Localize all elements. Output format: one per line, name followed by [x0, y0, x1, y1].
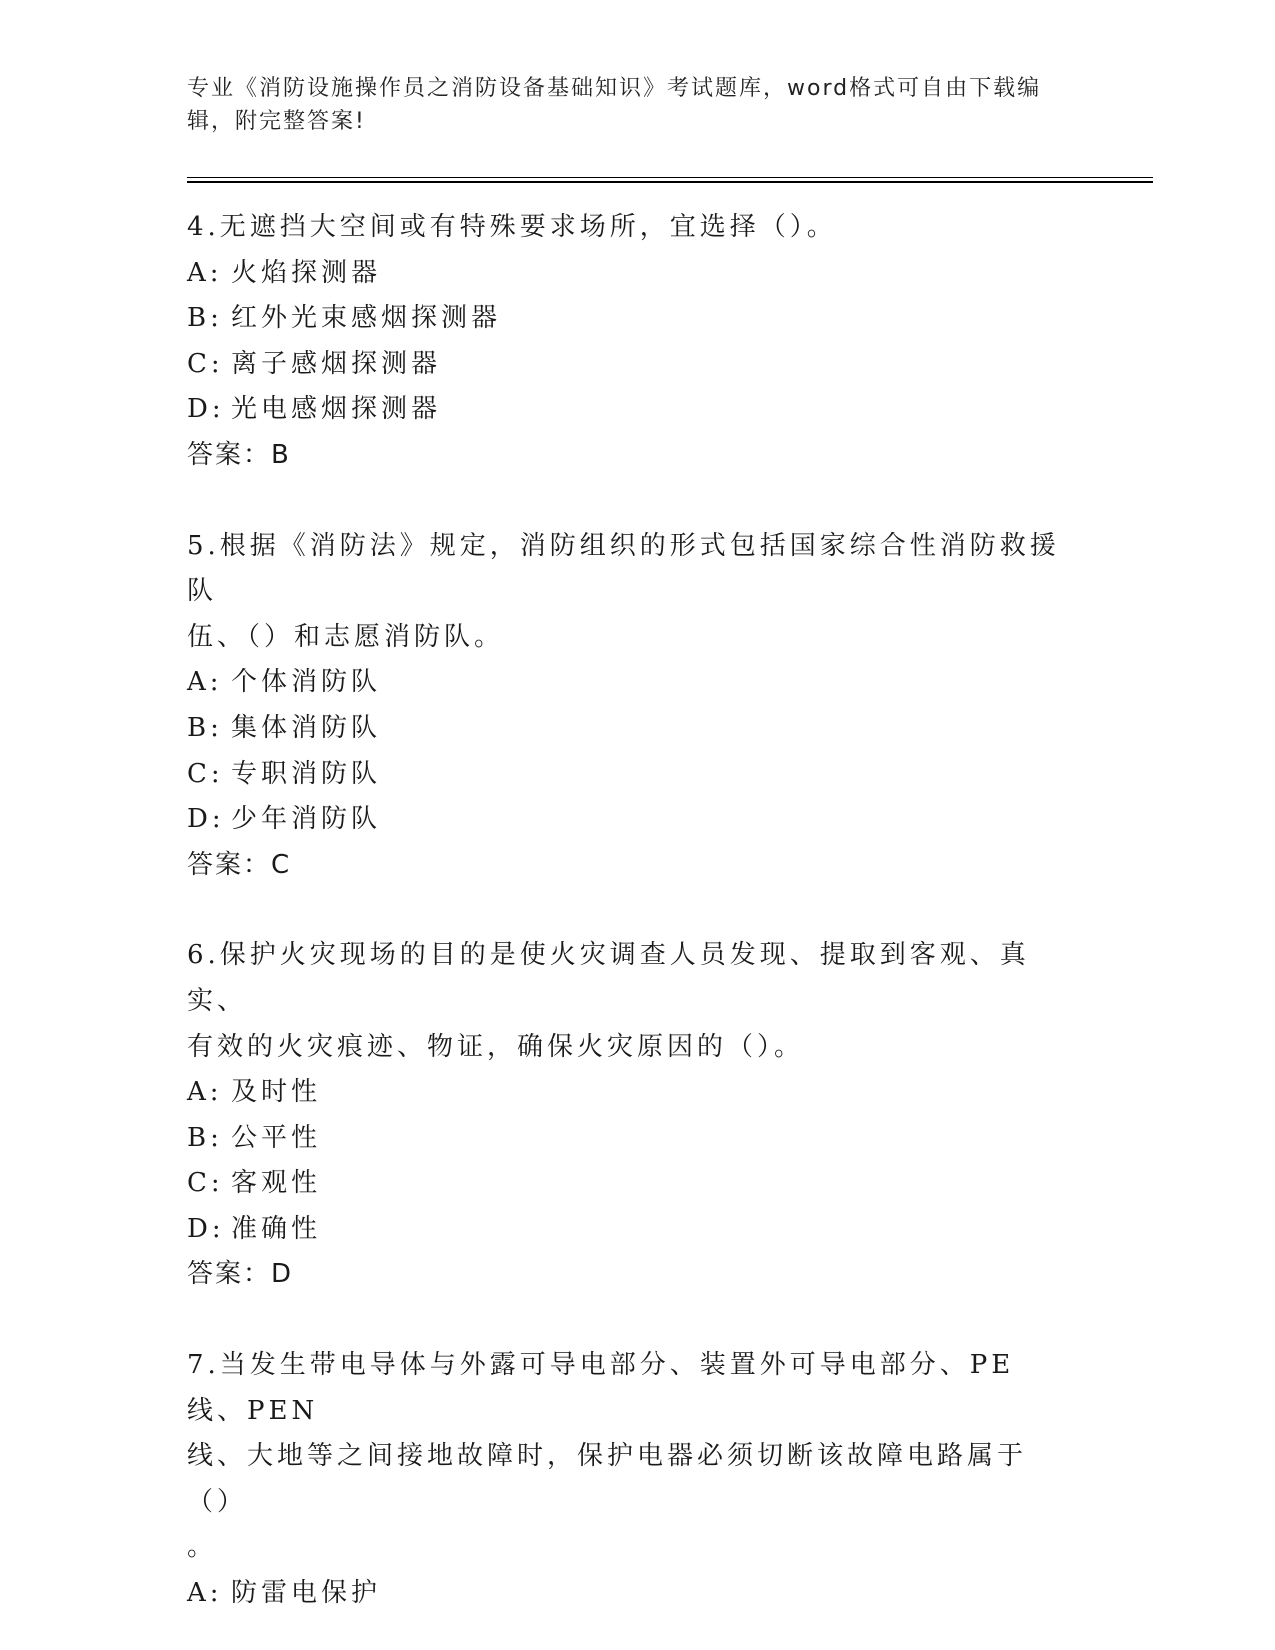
stem-line: 7.当发生带电导体与外露可导电部分、装置外可导电部分、PE线、PEN — [187, 1350, 1015, 1426]
question-list — [187, 205, 1087, 1617]
option-text: 客观性 — [231, 1168, 322, 1199]
option-text: 及时性 — [231, 1077, 322, 1108]
question-gap — [187, 888, 1087, 933]
option-b — [187, 706, 1087, 752]
option-c — [187, 752, 1087, 798]
header-divider-thin — [187, 177, 1153, 178]
option-c — [187, 342, 1087, 388]
option-key: D: — [187, 394, 225, 425]
option-a — [187, 251, 1087, 297]
question-7 — [187, 1343, 1087, 1617]
question-6 — [187, 933, 1087, 1298]
option-key: A: — [187, 667, 223, 698]
stem-line: 。 — [187, 1532, 218, 1563]
option-text: 光电感烟探测器 — [231, 394, 442, 425]
option-a — [187, 1571, 1087, 1617]
question-gap — [187, 479, 1087, 524]
question-stem — [187, 524, 1067, 661]
stem-line: 有效的火灾痕迹、物证，确保火灾原因的（）。 — [187, 1031, 805, 1062]
option-key: C: — [187, 1168, 224, 1199]
option-b — [187, 296, 1087, 342]
question-stem — [187, 933, 1067, 1070]
question-4 — [187, 205, 1087, 479]
stem-line: 伍、（）和志愿消防队。 — [187, 621, 505, 652]
option-key: C: — [187, 758, 224, 789]
option-key: C: — [187, 348, 224, 379]
option-d — [187, 1207, 1087, 1253]
option-text: 专职消防队 — [231, 758, 382, 789]
option-text: 红外光束感烟探测器 — [231, 303, 502, 334]
question-gap — [187, 1298, 1087, 1343]
option-text: 公平性 — [231, 1122, 322, 1153]
option-key: B: — [187, 303, 223, 334]
option-text: 火焰探测器 — [231, 257, 382, 288]
option-key: A: — [187, 1077, 223, 1108]
option-key: D: — [187, 1213, 225, 1244]
answer-line: 答案：C — [187, 849, 292, 880]
option-text: 个体消防队 — [231, 667, 382, 698]
option-a — [187, 1070, 1087, 1116]
question-5 — [187, 524, 1087, 889]
stem-line: 5.根据《消防法》规定，消防组织的形式包括国家综合性消防救援队 — [187, 530, 1060, 607]
stem-line: 线、大地等之间接地故障时，保护电器必须切断该故障电路属于（） — [187, 1441, 1028, 1517]
answer-line: 答案：B — [187, 439, 291, 470]
answer-line: 答案：D — [187, 1259, 294, 1290]
header-line-1: 专业《消防设施操作员之消防设备基础知识》考试题库，word格式可自由下载编 — [187, 76, 1042, 101]
header-line-2: 辑，附完整答案! — [187, 109, 366, 134]
stem-line: 6.保护火灾现场的目的是使火灾调查人员发现、提取到客观、真实、 — [187, 940, 1030, 1016]
option-d — [187, 387, 1087, 433]
option-key: A: — [187, 257, 223, 288]
header-divider-thick — [187, 181, 1153, 183]
option-b — [187, 1116, 1087, 1162]
option-key: B: — [187, 1122, 223, 1153]
stem-line: 4.无遮挡大空间或有特殊要求场所，宜选择（）。 — [187, 212, 837, 242]
option-text: 离子感烟探测器 — [231, 348, 442, 379]
question-stem — [187, 205, 1067, 251]
option-c — [187, 1161, 1087, 1207]
option-text: 少年消防队 — [231, 804, 382, 835]
option-key: D: — [187, 804, 225, 835]
document-header — [187, 72, 1067, 138]
option-text: 集体消防队 — [231, 712, 382, 743]
option-key: A: — [187, 1578, 223, 1609]
question-stem — [187, 1343, 1067, 1571]
option-text: 防雷电保护 — [231, 1578, 382, 1609]
option-key: B: — [187, 712, 223, 743]
option-text: 准确性 — [231, 1213, 322, 1244]
option-d — [187, 797, 1087, 843]
option-a — [187, 660, 1087, 706]
